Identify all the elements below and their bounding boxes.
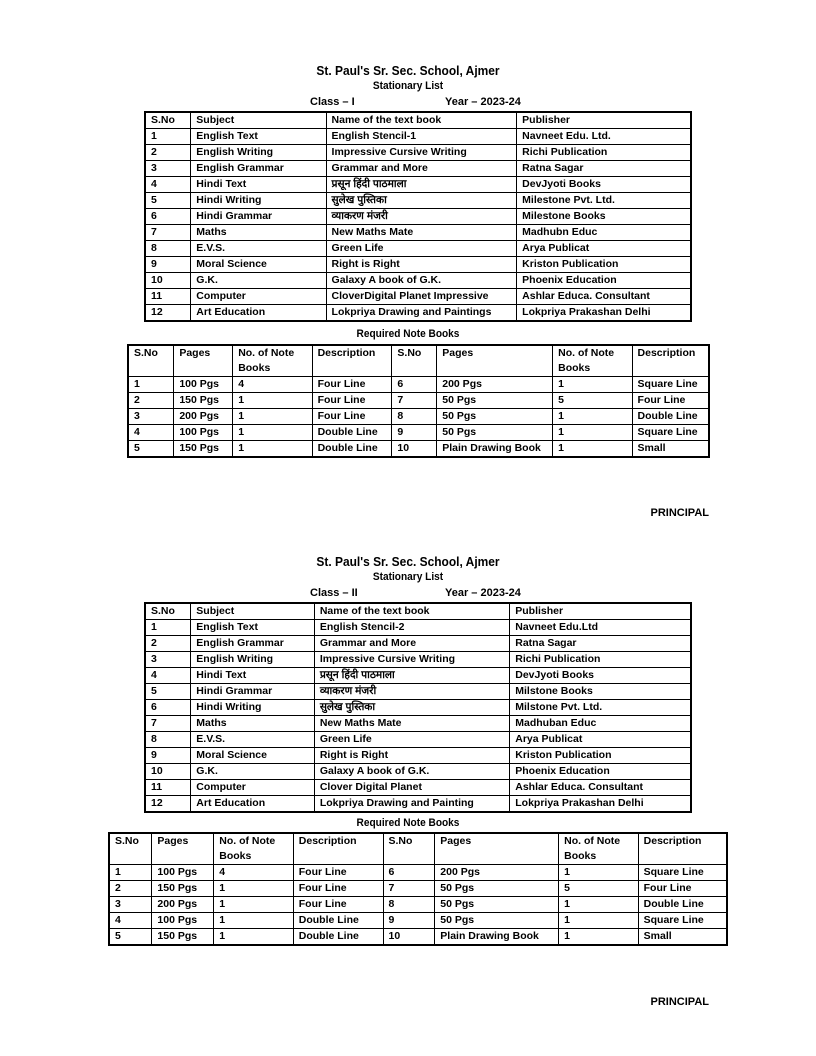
cell-sno-2: 6	[392, 377, 437, 393]
header-book-name: Name of the text book	[326, 112, 517, 129]
cell-sno-2: 10	[392, 441, 437, 458]
cell-subject: Art Education	[191, 305, 326, 322]
table-row	[145, 177, 691, 193]
cell-description: Double Line	[293, 929, 383, 946]
cell-sno: 5	[128, 441, 174, 458]
table-row	[145, 161, 691, 177]
cell-pages-2: 50 Pgs	[435, 913, 559, 929]
cell-book-name: Lokpriya Drawing and Paintings	[326, 305, 517, 322]
class-label: Class – I	[310, 96, 355, 108]
table-row	[145, 241, 691, 257]
table-row	[109, 897, 727, 913]
cell-sno: 1	[145, 129, 191, 145]
table-row	[145, 225, 691, 241]
cell-book-name: व्याकरण मंजरी	[314, 684, 509, 700]
cell-count-2: 1	[553, 425, 632, 441]
table-row	[145, 636, 691, 652]
cell-book-name: Lokpriya Drawing and Painting	[314, 796, 509, 813]
cell-subject: Computer	[191, 289, 326, 305]
table-row	[145, 129, 691, 145]
nb-header-count: No. of Note Books	[214, 833, 294, 865]
table-row	[145, 716, 691, 732]
nb-header-sno-2: S.No	[383, 833, 435, 865]
cell-description-2: Square Line	[638, 865, 727, 881]
textbook-rows	[145, 129, 691, 322]
cell-book-name: Impressive Cursive Writing	[326, 145, 517, 161]
cell-publisher: DevJyoti Books	[510, 668, 691, 684]
cell-book-name: Galaxy A book of G.K.	[314, 764, 509, 780]
header-publisher: Publisher	[510, 603, 691, 620]
notebook-table	[127, 344, 710, 458]
cell-book-name: सुलेख पुस्तिका	[314, 700, 509, 716]
table-row	[145, 780, 691, 796]
table-row	[128, 425, 709, 441]
cell-subject: English Writing	[191, 145, 326, 161]
table-row	[109, 929, 727, 946]
cell-sno: 11	[145, 289, 191, 305]
cell-pages: 200 Pgs	[174, 409, 233, 425]
cell-book-name: English Stencil-1	[326, 129, 517, 145]
table-row	[145, 652, 691, 668]
cell-sno: 7	[145, 225, 191, 241]
table-row	[128, 409, 709, 425]
notebook-rows	[109, 865, 727, 946]
cell-description: Double Line	[312, 441, 392, 458]
class-label: Class – II	[310, 587, 358, 599]
cell-description: Four Line	[312, 393, 392, 409]
cell-sno: 4	[145, 177, 191, 193]
cell-sno-2: 8	[392, 409, 437, 425]
cell-subject: G.K.	[191, 273, 326, 289]
header-sno: S.No	[145, 112, 191, 129]
cell-description: Four Line	[312, 409, 392, 425]
cell-sno-2: 9	[383, 913, 435, 929]
cell-sno: 4	[128, 425, 174, 441]
cell-book-name: Clover Digital Planet	[314, 780, 509, 796]
nb-header-description: Description	[312, 345, 392, 377]
cell-book-name: Green Life	[314, 732, 509, 748]
cell-pages-2: 200 Pgs	[437, 377, 553, 393]
nb-header-description-2: Description	[632, 345, 709, 377]
header-publisher: Publisher	[517, 112, 691, 129]
table-row	[145, 700, 691, 716]
cell-sno: 12	[145, 305, 191, 322]
cell-publisher: Lokpriya Prakashan Delhi	[510, 796, 691, 813]
table-row	[145, 145, 691, 161]
notebooks-title: Required Note Books	[356, 328, 460, 340]
cell-count: 4	[214, 865, 294, 881]
cell-book-name: Green Life	[326, 241, 517, 257]
cell-publisher: Ashlar Educa. Consultant	[517, 289, 691, 305]
cell-publisher: Phoenix Education	[517, 273, 691, 289]
cell-count-2: 1	[559, 865, 639, 881]
cell-sno-2: 9	[392, 425, 437, 441]
school-name: St. Paul's Sr. Sec. School, Ajmer	[316, 63, 500, 78]
cell-sno: 4	[109, 913, 152, 929]
cell-sno: 8	[145, 732, 191, 748]
table-row	[109, 913, 727, 929]
cell-description: Four Line	[293, 881, 383, 897]
cell-publisher: Kriston Publication	[510, 748, 691, 764]
cell-sno: 9	[145, 257, 191, 273]
cell-description: Double Line	[293, 913, 383, 929]
cell-book-name: Impressive Cursive Writing	[314, 652, 509, 668]
cell-subject: English Grammar	[191, 161, 326, 177]
cell-book-name: प्रसून हिंदी पाठमाला	[326, 177, 517, 193]
nb-header-sno-2: S.No	[392, 345, 437, 377]
cell-pages-2: Plain Drawing Book	[437, 441, 553, 458]
cell-count-2: 5	[553, 393, 632, 409]
notebook-header-row	[128, 345, 709, 377]
cell-sno: 3	[145, 161, 191, 177]
cell-book-name: English Stencil-2	[314, 620, 509, 636]
cell-pages-2: 50 Pgs	[437, 393, 553, 409]
cell-sno: 2	[109, 881, 152, 897]
cell-sno: 5	[145, 684, 191, 700]
cell-pages: 150 Pgs	[174, 441, 233, 458]
cell-subject: English Writing	[191, 652, 315, 668]
table-row	[109, 881, 727, 897]
cell-sno: 12	[145, 796, 191, 813]
cell-subject: E.V.S.	[191, 732, 315, 748]
cell-count-2: 5	[559, 881, 639, 897]
cell-count: 4	[233, 377, 312, 393]
cell-sno: 1	[128, 377, 174, 393]
table-row	[145, 796, 691, 813]
cell-subject: Maths	[191, 225, 326, 241]
cell-subject: Maths	[191, 716, 315, 732]
cell-subject: Hindi Writing	[191, 193, 326, 209]
cell-description-2: Four Line	[638, 881, 727, 897]
notebooks-title: Required Note Books	[356, 817, 460, 829]
cell-pages: 100 Pgs	[152, 865, 214, 881]
table-row	[145, 305, 691, 322]
school-name: St. Paul's Sr. Sec. School, Ajmer	[316, 554, 500, 569]
nb-header-pages-2: Pages	[435, 833, 559, 865]
cell-sno: 3	[128, 409, 174, 425]
cell-publisher: Navneet Edu.Ltd	[510, 620, 691, 636]
table-row	[145, 732, 691, 748]
cell-sno: 6	[145, 700, 191, 716]
cell-book-name: Right is Right	[326, 257, 517, 273]
cell-subject: Moral Science	[191, 748, 315, 764]
cell-count: 1	[214, 929, 294, 946]
cell-publisher: Milstone Books	[510, 684, 691, 700]
cell-subject: Art Education	[191, 796, 315, 813]
cell-publisher: Kriston Publication	[517, 257, 691, 273]
table-row	[145, 764, 691, 780]
cell-subject: Hindi Grammar	[191, 209, 326, 225]
cell-subject: Hindi Grammar	[191, 684, 315, 700]
cell-sno: 7	[145, 716, 191, 732]
textbook-table	[144, 111, 692, 322]
cell-book-name: सुलेख पुस्तिका	[326, 193, 517, 209]
cell-sno: 5	[109, 929, 152, 946]
cell-sno: 10	[145, 764, 191, 780]
cell-subject: English Text	[191, 129, 326, 145]
cell-pages-2: 200 Pgs	[435, 865, 559, 881]
nb-header-pages: Pages	[152, 833, 214, 865]
cell-sno: 3	[109, 897, 152, 913]
cell-subject: Hindi Text	[191, 668, 315, 684]
cell-pages: 200 Pgs	[152, 897, 214, 913]
cell-book-name: Grammar and More	[326, 161, 517, 177]
header-subject: Subject	[191, 112, 326, 129]
table-row	[145, 684, 691, 700]
cell-book-name: Galaxy A book of G.K.	[326, 273, 517, 289]
cell-sno: 1	[145, 620, 191, 636]
cell-description: Four Line	[312, 377, 392, 393]
cell-sno: 11	[145, 780, 191, 796]
cell-description-2: Four Line	[632, 393, 709, 409]
cell-publisher: Arya Publicat	[517, 241, 691, 257]
cell-publisher: Phoenix Education	[510, 764, 691, 780]
cell-description-2: Square Line	[632, 425, 709, 441]
cell-subject: Hindi Text	[191, 177, 326, 193]
cell-count: 1	[214, 881, 294, 897]
header-subject: Subject	[191, 603, 315, 620]
notebook-header-row	[109, 833, 727, 865]
principal-signature: PRINCIPAL	[650, 507, 709, 519]
cell-publisher: Madhubn Educ	[517, 225, 691, 241]
nb-header-description: Description	[293, 833, 383, 865]
cell-count: 1	[233, 409, 312, 425]
table-row	[145, 257, 691, 273]
header-book-name: Name of the text book	[314, 603, 509, 620]
textbook-table	[144, 602, 692, 813]
cell-count-2: 1	[559, 913, 639, 929]
cell-sno-2: 7	[383, 881, 435, 897]
cell-subject: English Text	[191, 620, 315, 636]
cell-count: 1	[214, 897, 294, 913]
cell-pages: 100 Pgs	[174, 377, 233, 393]
nb-header-description-2: Description	[638, 833, 727, 865]
table-row	[128, 441, 709, 458]
table-row	[145, 620, 691, 636]
nb-header-count-2: No. of Note Books	[559, 833, 639, 865]
table-row	[145, 668, 691, 684]
cell-count: 1	[233, 393, 312, 409]
cell-pages-2: 50 Pgs	[435, 881, 559, 897]
cell-count-2: 1	[553, 409, 632, 425]
cell-sno-2: 7	[392, 393, 437, 409]
header-sno: S.No	[145, 603, 191, 620]
nb-header-count-2: No. of Note Books	[553, 345, 632, 377]
cell-book-name: New Maths Mate	[326, 225, 517, 241]
cell-subject: English Grammar	[191, 636, 315, 652]
table-row	[145, 193, 691, 209]
cell-description: Four Line	[293, 897, 383, 913]
cell-count: 1	[233, 441, 312, 458]
cell-publisher: Milestone Pvt. Ltd.	[517, 193, 691, 209]
cell-count-2: 1	[559, 929, 639, 946]
table-row	[145, 273, 691, 289]
cell-pages: 150 Pgs	[174, 393, 233, 409]
cell-publisher: Milstone Pvt. Ltd.	[510, 700, 691, 716]
year-label: Year – 2023-24	[445, 587, 521, 599]
cell-publisher: Arya Publicat	[510, 732, 691, 748]
cell-description-2: Square Line	[632, 377, 709, 393]
cell-book-name: Right is Right	[314, 748, 509, 764]
cell-book-name: CloverDigital Planet Impressive	[326, 289, 517, 305]
cell-count: 1	[233, 425, 312, 441]
list-title: Stationary List	[372, 80, 444, 92]
cell-pages: 100 Pgs	[174, 425, 233, 441]
cell-publisher: Ratna Sagar	[510, 636, 691, 652]
cell-description-2: Square Line	[638, 913, 727, 929]
cell-publisher: Madhuban Educ	[510, 716, 691, 732]
cell-sno: 4	[145, 668, 191, 684]
cell-publisher: Richi Publication	[510, 652, 691, 668]
cell-publisher: Ashlar Educa. Consultant	[510, 780, 691, 796]
cell-sno: 9	[145, 748, 191, 764]
cell-count: 1	[214, 913, 294, 929]
nb-header-sno: S.No	[128, 345, 174, 377]
textbook-rows	[145, 620, 691, 813]
nb-header-sno: S.No	[109, 833, 152, 865]
cell-pages-2: 50 Pgs	[435, 897, 559, 913]
table-header-row	[145, 112, 691, 129]
cell-sno: 2	[145, 636, 191, 652]
table-row	[128, 393, 709, 409]
cell-sno: 2	[145, 145, 191, 161]
cell-sno: 2	[128, 393, 174, 409]
cell-subject: Computer	[191, 780, 315, 796]
cell-sno-2: 10	[383, 929, 435, 946]
cell-count-2: 1	[553, 441, 632, 458]
cell-book-name: New Maths Mate	[314, 716, 509, 732]
table-header-row	[145, 603, 691, 620]
cell-book-name: Grammar and More	[314, 636, 509, 652]
cell-sno: 1	[109, 865, 152, 881]
cell-count-2: 1	[559, 897, 639, 913]
principal-signature: PRINCIPAL	[650, 996, 709, 1008]
cell-pages-2: 50 Pgs	[437, 409, 553, 425]
nb-header-pages: Pages	[174, 345, 233, 377]
cell-description-2: Double Line	[638, 897, 727, 913]
year-label: Year – 2023-24	[445, 96, 521, 108]
nb-header-count: No. of Note Books	[233, 345, 312, 377]
table-row	[109, 865, 727, 881]
cell-pages-2: 50 Pgs	[437, 425, 553, 441]
cell-subject: Hindi Writing	[191, 700, 315, 716]
cell-description: Double Line	[312, 425, 392, 441]
cell-pages-2: Plain Drawing Book	[435, 929, 559, 946]
cell-publisher: Milestone Books	[517, 209, 691, 225]
cell-publisher: Richi Publication	[517, 145, 691, 161]
cell-sno: 5	[145, 193, 191, 209]
cell-pages: 150 Pgs	[152, 929, 214, 946]
cell-book-name: प्रसून हिंदी पाठमाला	[314, 668, 509, 684]
cell-publisher: Lokpriya Prakashan Delhi	[517, 305, 691, 322]
cell-pages: 150 Pgs	[152, 881, 214, 897]
table-row	[145, 209, 691, 225]
cell-description-2: Small	[638, 929, 727, 946]
table-row	[145, 748, 691, 764]
table-row	[128, 377, 709, 393]
cell-description-2: Small	[632, 441, 709, 458]
cell-sno: 6	[145, 209, 191, 225]
cell-sno-2: 6	[383, 865, 435, 881]
cell-sno: 8	[145, 241, 191, 257]
cell-description: Four Line	[293, 865, 383, 881]
cell-pages: 100 Pgs	[152, 913, 214, 929]
notebook-table	[108, 832, 728, 946]
cell-sno: 3	[145, 652, 191, 668]
cell-description-2: Double Line	[632, 409, 709, 425]
cell-publisher: Navneet Edu. Ltd.	[517, 129, 691, 145]
cell-publisher: DevJyoti Books	[517, 177, 691, 193]
list-title: Stationary List	[372, 571, 444, 583]
notebook-rows	[128, 377, 709, 458]
cell-publisher: Ratna Sagar	[517, 161, 691, 177]
cell-subject: Moral Science	[191, 257, 326, 273]
nb-header-pages-2: Pages	[437, 345, 553, 377]
cell-subject: E.V.S.	[191, 241, 326, 257]
cell-sno-2: 8	[383, 897, 435, 913]
cell-book-name: व्याकरण मंजरी	[326, 209, 517, 225]
cell-count-2: 1	[553, 377, 632, 393]
cell-sno: 10	[145, 273, 191, 289]
cell-subject: G.K.	[191, 764, 315, 780]
table-row	[145, 289, 691, 305]
